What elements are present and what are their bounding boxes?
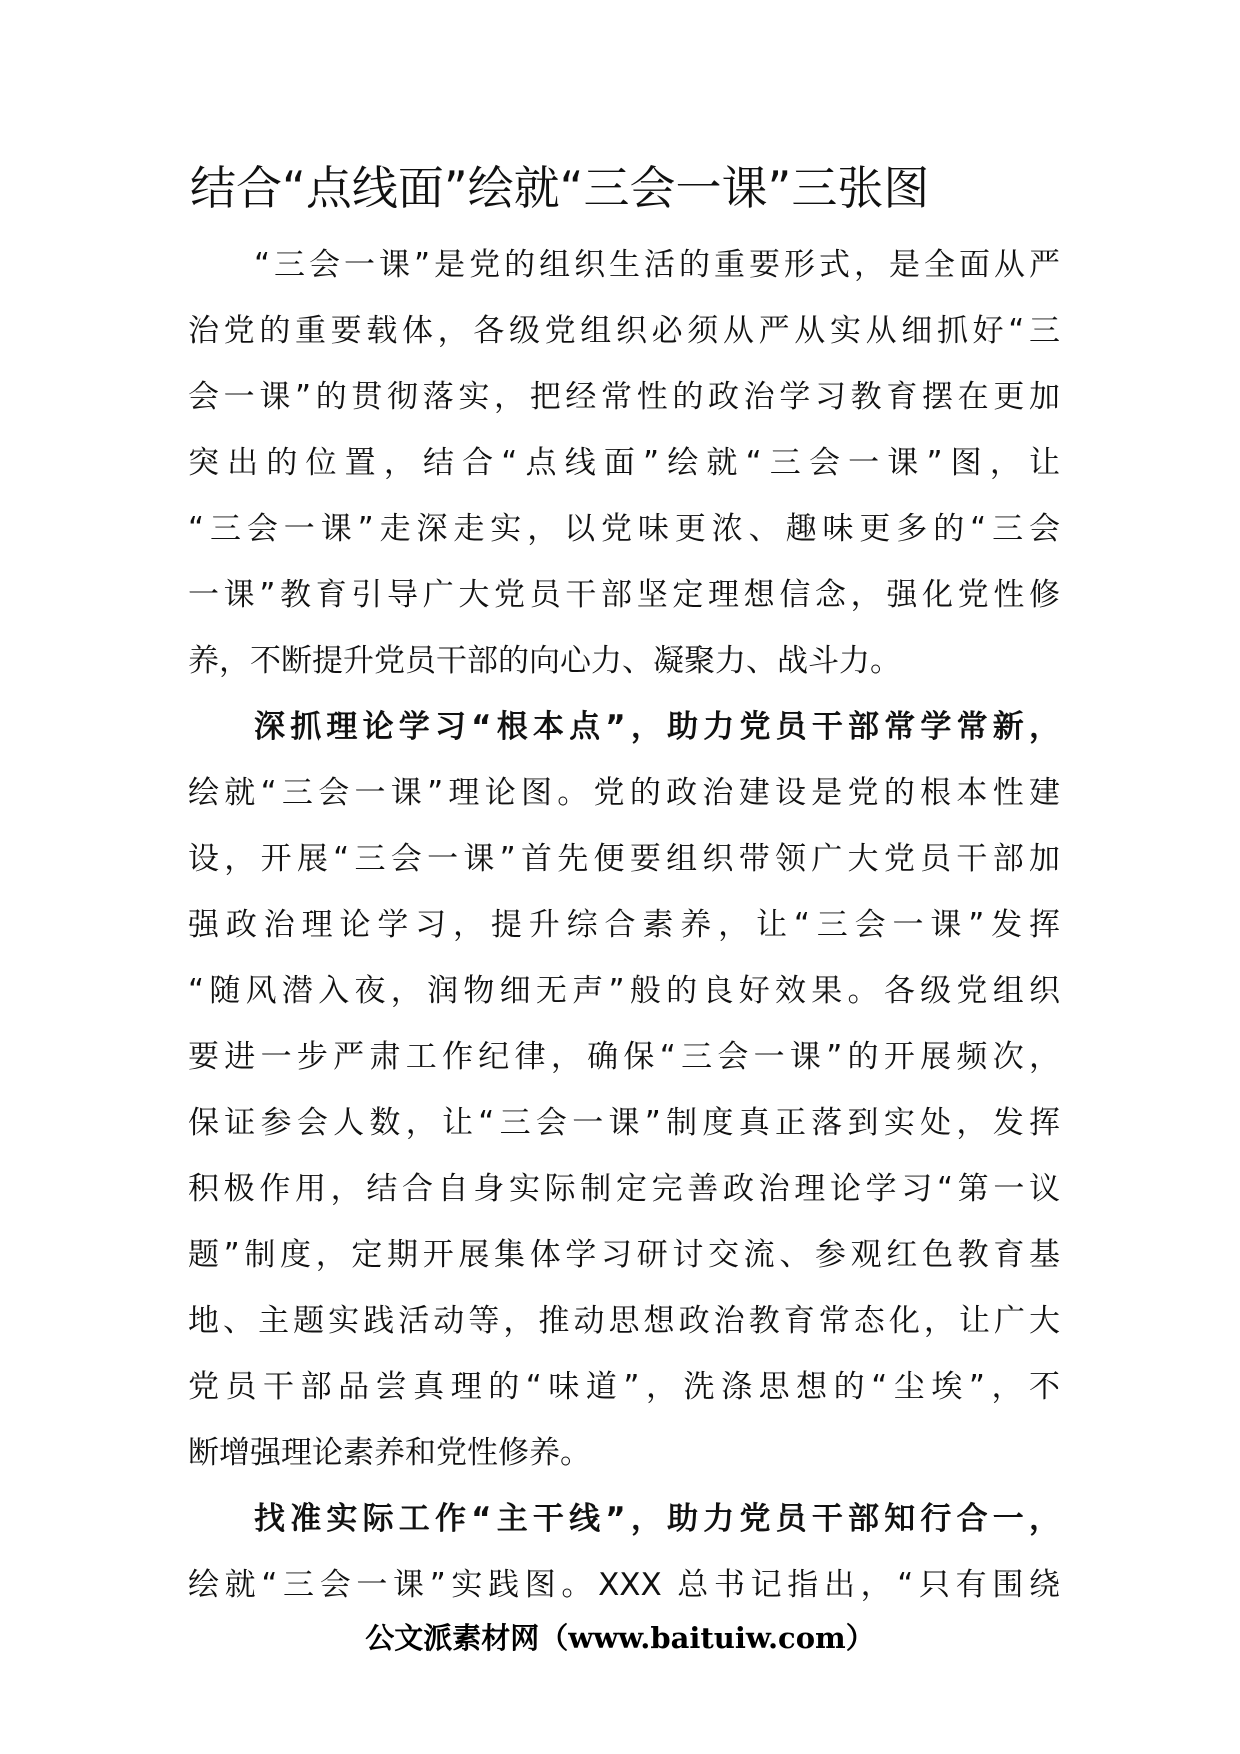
text-line: “三会一课”是党的组织生活的重要形式，是全面从严 [254, 247, 1060, 283]
text-line: 设，开展“三会一课”首先便要组织带领广大党员干部加 [188, 841, 1060, 877]
text-line: 地、主题实践活动等，推动思想政治教育常态化，让广大 [188, 1303, 1060, 1339]
section-lead-line: 找准实际工作“主干线”，助力党员干部知行合一， [254, 1501, 1060, 1537]
paragraph-theory [188, 694, 1060, 1486]
text-line: 积极作用，结合自身实际制定完善政治理论学习“第一议 [188, 1171, 1060, 1207]
text-line: 治党的重要载体，各级党组织必须从严从实从细抓好“三 [188, 313, 1060, 349]
section-lead-line: 深抓理论学习“根本点”，助力党员干部常学常新， [254, 709, 1060, 745]
text-line: 断增强理论素养和党性修养。 [188, 1435, 591, 1471]
source-watermark: 公文派素材网（www.baituiw.com） [365, 1621, 875, 1655]
paragraph-practice [188, 1486, 1060, 1618]
text-line: 党员干部品尝真理的“味道”，洗涤思想的“尘埃”，不 [188, 1369, 1060, 1405]
text-line: “三会一课”走深走实，以党味更浓、趣味更多的“三会 [188, 511, 1060, 547]
text-line: 一课”教育引导广大党员干部坚定理想信念，强化党性修 [188, 577, 1060, 613]
text-line: 会一课”的贯彻落实，把经常性的政治学习教育摆在更加 [188, 379, 1060, 415]
text-line: 要进一步严肃工作纪律，确保“三会一课”的开展频次， [188, 1039, 1060, 1075]
text-line: 题”制度，定期开展集体学习研讨交流、参观红色教育基 [188, 1237, 1060, 1273]
text-line: 保证参会人数，让“三会一课”制度真正落到实处，发挥 [188, 1105, 1060, 1141]
text-line: 突出的位置，结合“点线面”绘就“三会一课”图，让 [188, 445, 1060, 481]
document-body [188, 232, 1060, 1618]
text-line: 绘就“三会一课”实践图。XXX 总书记指出，“只有围绕 [188, 1567, 1060, 1603]
paragraph-intro [188, 232, 1060, 694]
document-title: 结合“点线面”绘就“三会一课”三张图 [190, 161, 930, 215]
text-line: 绘就“三会一课”理论图。党的政治建设是党的根本性建 [188, 775, 1060, 811]
text-line: “随风潜入夜，润物细无声”般的良好效果。各级党组织 [188, 973, 1060, 1009]
text-line: 养，不断提升党员干部的向心力、凝聚力、战斗力。 [188, 643, 901, 679]
text-line: 强政治理论学习，提升综合素养，让“三会一课”发挥 [188, 907, 1060, 943]
